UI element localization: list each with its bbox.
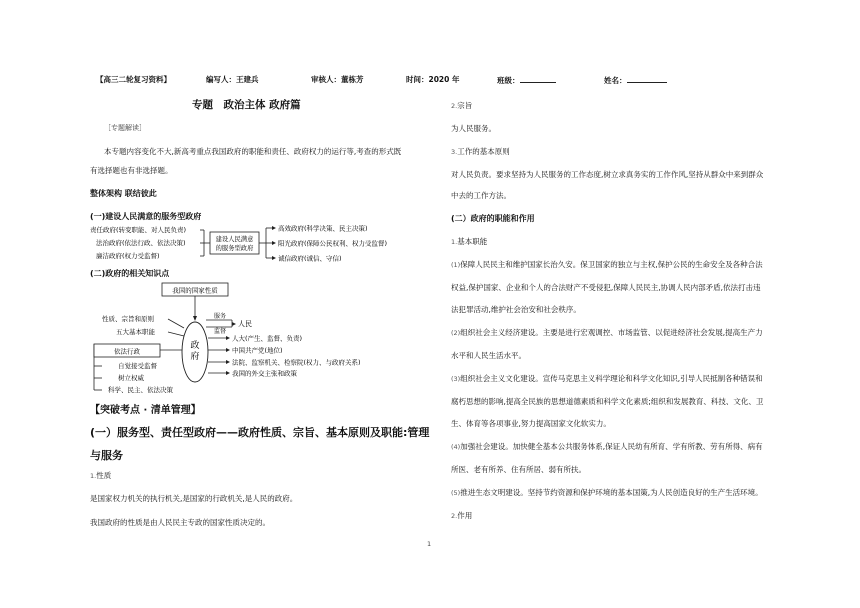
diagram1-center-line-2: 的服务型政府	[215, 245, 254, 252]
arrow-head	[226, 360, 230, 364]
header-source: 【高三二轮复习资料】	[96, 75, 171, 84]
function-4-line-1	[451, 441, 763, 452]
state-nature-label: 我国的国家性质	[172, 286, 218, 295]
diagram2-right-item-2: 中国共产党(地位)	[232, 346, 283, 355]
nature-label: 性质	[96, 471, 112, 480]
diagram1-right-item-1: 高效政府(科学决策、民主决策)	[278, 224, 368, 233]
nature-number: 1.	[90, 472, 97, 480]
diagram1-left-item-2: 法治政府(依法行政、依法决策)	[96, 239, 186, 247]
principle-label: 工作的基本原则	[457, 147, 510, 156]
arrow-head	[226, 336, 230, 340]
nature-text-2: 我国政府的性质是由人民民主专政的国家性质决定的。	[90, 518, 270, 527]
diagram1-left-item-3: 廉洁政府(权力受监督)	[96, 252, 160, 260]
diagram2-right-item-4: 我国的外交主张和政策	[232, 369, 297, 378]
section-functions-heading: (二）政府的职能和作用	[451, 214, 535, 223]
principle-text-2: 中去的工作方法。	[451, 191, 511, 200]
diagram2-left-item-1: 性质、宗旨和原则	[102, 315, 154, 323]
basic-label: 基本职能	[457, 237, 488, 246]
function-1-text-1: 保障人民民主和维护国家长治久安。保卫国家的独立与主权,保护公民的生命安全及各种合法	[460, 260, 763, 269]
diagram1-center-line-1: 建设人民满意	[215, 236, 254, 243]
diagram2-right-item-3: 法院、监察机关、检察院(权力、与政府关系)	[232, 358, 361, 367]
principle-number: 3.	[451, 148, 458, 156]
government-char-2: 府	[190, 352, 200, 362]
heading1-line-1: (一）服务型、责任型政府——政府性质、宗旨、基本原则及职能:管理	[90, 426, 430, 439]
serve-label: 服务	[214, 313, 227, 320]
nature-text: 是国家权力机关的执行机关,是国家的行政机关,是人民的政府。	[90, 494, 298, 503]
supervise-label: 监督	[214, 328, 227, 335]
arrow-head	[272, 241, 276, 245]
function-3-text-1: 组织社会主义文化建设。宣传马克思主义科学理论和科学文化知识,引导人民抵制各种错误和	[460, 374, 763, 383]
subheading-service-government: (一)建设人民满意的服务型政府	[90, 212, 202, 221]
government-knowledge-diagram	[88, 280, 410, 400]
function-3-line-1	[451, 373, 763, 384]
function-2-text-1: 组织社会主义经济建设。主要是进行宏观调控、市场监管、以促进经济社会发展,提高生产力	[460, 328, 763, 337]
function-5-line-1	[451, 487, 763, 498]
class-blank	[520, 74, 556, 83]
function-1-line-3: 法犯罪活动,维护社会治安和社会秩序。	[451, 305, 581, 314]
function-1-number: (1)	[451, 261, 461, 269]
function-3-line-2: 腐朽思想的影响,提高全民族的思想道德素质和科学文化素质;组织和发展教育、科技、文化、卫	[451, 397, 764, 406]
function-1-line-1	[451, 259, 763, 270]
arrow-head	[272, 256, 276, 260]
purpose-number: 2.	[451, 102, 458, 110]
name-blank	[627, 74, 667, 83]
heading1-line-2: 与服务	[90, 449, 123, 462]
function-3-number: (3)	[451, 375, 461, 383]
diagram2-left-lower-3: 科学、民主、依法决策	[108, 386, 173, 394]
diagram1-right-item-2: 阳光政府(保障公民权利、权力受监督)	[278, 239, 388, 248]
intro-line-2: 有选择题也有非选择题。	[90, 166, 173, 175]
purpose-heading	[451, 100, 472, 111]
intro-line-1: 本专题内容变化不大,新高考重点我国政府的职能和责任、政府权力的运行等,考查的形式既	[104, 147, 402, 156]
role-heading	[451, 510, 472, 521]
purpose-label: 宗旨	[457, 101, 473, 110]
basic-functions-heading	[451, 236, 487, 247]
arrow-head	[193, 316, 197, 321]
arrow-head	[226, 371, 230, 375]
diagram1-left-item-1: 责任政府(转变职能、对人民负责)	[90, 226, 187, 234]
service-government-diagram	[90, 222, 410, 264]
role-number: 2.	[451, 512, 458, 520]
diagram1-right-item-3: 诚信政府(诚信、守信)	[278, 254, 342, 263]
arrow-head	[226, 348, 230, 352]
framework-heading: 整体架构 联结彼此	[90, 189, 157, 198]
function-4-line-2: 所医、老有所养、住有所居、弱有所扶。	[451, 465, 586, 474]
diagram2-right-item-1: 人大(产生、监督、负责)	[232, 334, 303, 343]
reading-label: ［专题解读］	[104, 124, 146, 132]
role-label: 作用	[457, 511, 473, 520]
header-time: 时间：2020 年	[406, 75, 460, 84]
nature-heading	[90, 470, 111, 481]
breakthrough-heading: 【突破考点 · 清单管理】	[90, 405, 201, 416]
law-administration-label: 依法行政	[114, 347, 140, 356]
header-class-label: 班级：	[497, 76, 520, 85]
diagram2-left-lower-2: 树立权威	[118, 374, 144, 382]
header-editor: 编写人：王建兵	[206, 75, 259, 84]
government-center-label	[190, 339, 199, 362]
function-4-number: (4)	[451, 443, 461, 451]
principle-heading	[451, 146, 510, 157]
purpose-text: 为人民服务。	[451, 124, 496, 133]
function-5-text-1: 推进生态文明建设。坚持节约资源和保护环境的基本国策,为人民创造良好的生产生活环境。	[460, 488, 763, 497]
diagram2-left-lower-1: 自觉接受监督	[118, 362, 157, 370]
arrow-head	[232, 322, 236, 326]
header-reviewer: 审核人：董栋芳	[311, 75, 364, 84]
subheading-knowledge-points: (二)政府的相关知识点	[90, 269, 170, 278]
people-label: 人民	[238, 320, 252, 328]
function-5-number: (5)	[451, 489, 461, 497]
header-class	[497, 74, 556, 86]
page-number: 1	[427, 540, 432, 548]
function-2-line-1	[451, 327, 763, 338]
arrow-head	[272, 226, 276, 230]
page-title: 专题 政治主体 政府篇	[192, 99, 301, 111]
basic-number: 1.	[451, 238, 458, 246]
function-1-line-2: 权益,保护国家、企业和个人的合法财产不受侵犯,保障人民民主,协调人民内部矛盾,依法打击违	[451, 283, 761, 292]
header-name-label: 姓名：	[604, 76, 627, 85]
function-4-text-1: 加强社会建设。加快健全基本公共服务体系,保证人民幼有所育、学有所教、劳有所得、病有	[460, 442, 763, 451]
diagram2-left-item-2: 五大基本职能	[116, 328, 155, 336]
government-char-1: 政	[190, 341, 200, 351]
function-3-line-3: 生、体育等各项事业,努力提高国家文化软实力。	[451, 419, 611, 428]
function-2-line-2: 水平和人民生活水平。	[451, 351, 526, 360]
header-name	[604, 74, 667, 86]
function-2-number: (2)	[451, 329, 461, 337]
principle-text-1: 对人民负责。要求坚持为人民服务的工作态度,树立求真务实的工作作风,坚持从群众中来到群众	[451, 170, 764, 179]
